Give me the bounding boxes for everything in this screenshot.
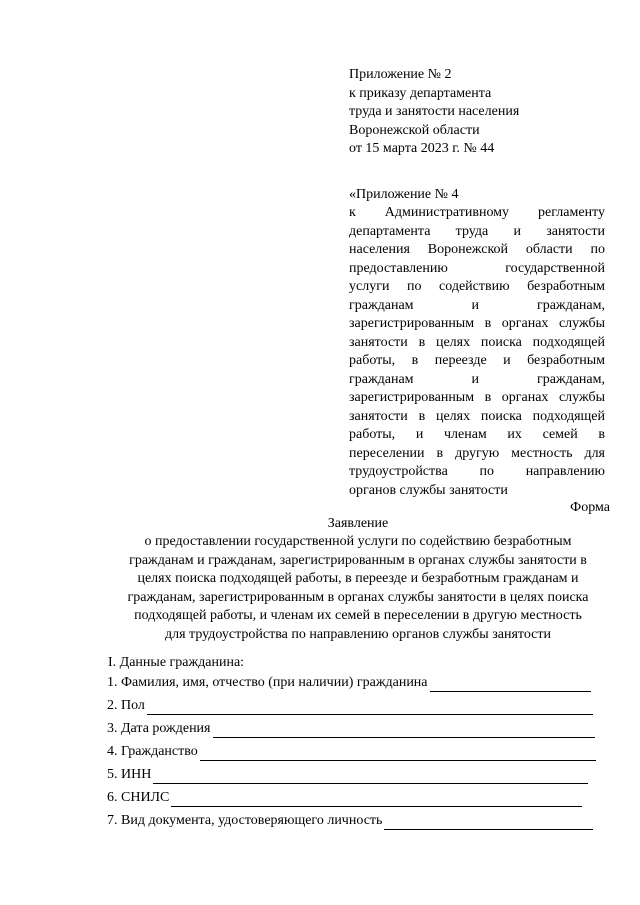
regulation-line: работы, в переезде и безработным bbox=[349, 353, 605, 368]
regulation-appendix-title: «Приложение № 4 bbox=[349, 187, 459, 202]
regulation-line: предоставлению государственной bbox=[349, 260, 605, 276]
regulation-line: переселении в другую местность для bbox=[349, 445, 605, 461]
gender-input-line[interactable] bbox=[147, 700, 593, 715]
regulation-line: зарегистрированным в органах службы bbox=[349, 390, 605, 405]
field-label: 4. Гражданство bbox=[107, 744, 198, 759]
regulation-line: зарегистрированным в органах службы bbox=[349, 316, 605, 331]
field-inn bbox=[107, 764, 588, 784]
appendix-region: Воронежской области bbox=[349, 122, 480, 138]
regulation-text bbox=[349, 204, 605, 500]
regulation-line: работы, и членам их семей в bbox=[349, 427, 605, 442]
identity-document-input-line[interactable] bbox=[384, 815, 593, 830]
regulation-line: занятости в целях поиска подходящей bbox=[349, 408, 605, 424]
regulation-line: трудоустройства по направлению bbox=[349, 464, 605, 479]
field-gender bbox=[107, 695, 593, 715]
regulation-line: департамента труда и занятости bbox=[349, 223, 605, 239]
field-identity-document bbox=[107, 810, 593, 830]
field-citizenship bbox=[107, 741, 596, 761]
field-birth-date bbox=[107, 718, 595, 738]
full-name-input-line[interactable] bbox=[430, 677, 591, 692]
appendix-number: Приложение № 2 bbox=[349, 67, 452, 82]
field-label: 7. Вид документа, удостоверяющего личность bbox=[107, 813, 383, 828]
appendix-order: к приказу департамента bbox=[349, 85, 492, 101]
appendix-date: от 15 марта 2023 г. № 44 bbox=[349, 141, 495, 156]
regulation-line: услуги по содействию безработным bbox=[349, 279, 605, 294]
field-label: 3. Дата рождения bbox=[107, 721, 211, 736]
statement-line: подходящей работы, и членам их семей в переселении в другую местность bbox=[134, 608, 582, 623]
regulation-line: к Административному регламенту bbox=[349, 205, 605, 220]
appendix-department: труда и занятости населения bbox=[349, 104, 520, 119]
statement-line: целях поиска подходящей работы, в переезде и безработным гражданам и bbox=[137, 571, 579, 586]
field-label: 6. СНИЛС bbox=[107, 790, 170, 805]
field-snils bbox=[107, 787, 582, 807]
form-label: Форма bbox=[570, 500, 610, 515]
regulation-line: занятости в целях поиска подходящей bbox=[349, 334, 605, 350]
statement-title: Заявление bbox=[327, 516, 389, 531]
statement-description bbox=[100, 533, 616, 644]
section-title-citizen-data: I. Данные гражданина: bbox=[108, 655, 245, 670]
field-full-name bbox=[107, 672, 591, 692]
regulation-line: населения Воронежской области по bbox=[349, 242, 605, 257]
appendix-header bbox=[349, 66, 519, 159]
field-label: 1. Фамилия, имя, отчество (при наличии) гражданина bbox=[107, 675, 428, 690]
statement-line: гражданам и гражданам, зарегистрированным в органах службы занятости в bbox=[129, 552, 587, 568]
statement-line: гражданам, зарегистрированным в органах службы занятости в целях поиска bbox=[127, 589, 589, 605]
statement-line: для трудоустройства по направлению органов службы занятости bbox=[165, 626, 551, 642]
snils-input-line[interactable] bbox=[171, 792, 582, 807]
citizenship-input-line[interactable] bbox=[200, 746, 596, 761]
regulation-line: органов службы занятости bbox=[349, 482, 508, 498]
inn-input-line[interactable] bbox=[153, 769, 588, 784]
field-label: 2. Пол bbox=[107, 698, 145, 713]
regulation-line: гражданам и гражданам, bbox=[349, 371, 605, 387]
birth-date-input-line[interactable] bbox=[213, 723, 596, 738]
field-label: 5. ИНН bbox=[107, 767, 152, 782]
statement-line: о предоставлении государственной услуги по содействию безработным bbox=[144, 534, 572, 549]
regulation-line: гражданам и гражданам, bbox=[349, 297, 605, 313]
